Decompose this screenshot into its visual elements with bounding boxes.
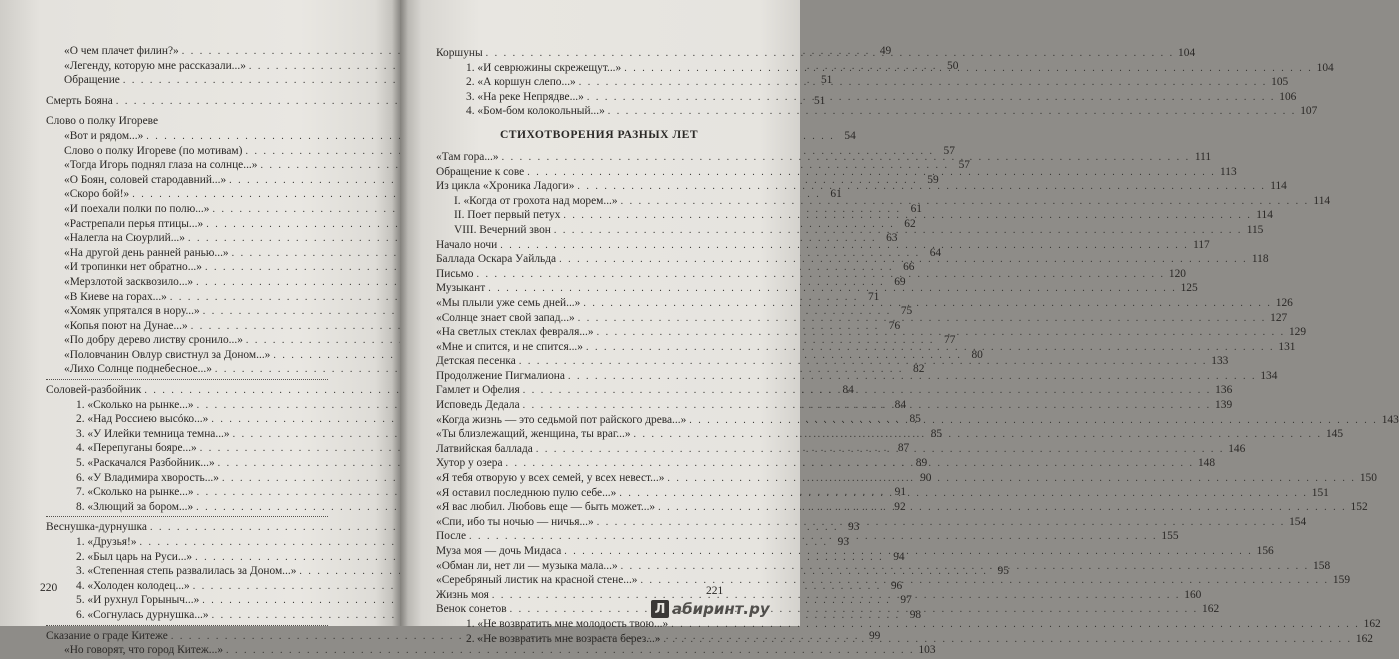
toc-entry-title: «Там гора...» xyxy=(436,150,499,163)
toc-entry-page: 156 xyxy=(1256,545,1274,557)
toc-entry-page: 162 xyxy=(1363,617,1381,630)
toc-entry-title: 5. «И рухнул Горыныч...» xyxy=(76,594,200,607)
toc-entry-page: 54 xyxy=(844,129,856,142)
toc-entry-title: 4. «Перепуганы бояре...» xyxy=(76,442,197,455)
toc-entry-title: Из цикла «Хроника Ладоги» xyxy=(436,180,575,193)
toc-entry-title: «Скоро бой!» xyxy=(64,188,130,201)
toc-dot-leader xyxy=(519,355,1208,370)
toc-entry-title: 1. «Не возвратить мне молодость твою...» xyxy=(466,617,669,630)
toc-entry-title: «Я тебя отворую у всех семей, у всех невест...» xyxy=(436,472,665,485)
toc-entry-page: 155 xyxy=(1161,530,1179,543)
toc-entry-title: Начало ночи xyxy=(436,238,498,251)
toc-entry-title: 6. «У Владимира хворость...» xyxy=(76,471,219,484)
toc-entry-page: 59 xyxy=(927,173,939,186)
toc-entry-title: «Тогда Игорь поднял глаза на солнце...» xyxy=(64,159,258,172)
toc-entry-page: 106 xyxy=(1279,90,1297,103)
toc-entry-page: 114 xyxy=(1270,180,1287,193)
toc-entry-title: Музыкант xyxy=(436,282,486,295)
toc-dot-leader xyxy=(597,326,1286,341)
toc-entry-page: 57 xyxy=(958,159,970,172)
toc-dot-leader xyxy=(664,633,1353,648)
toc-entry-title: «Спи, ибо ты ночью — ничья...» xyxy=(436,515,594,528)
toc-entry-page: 159 xyxy=(1332,574,1351,587)
toc-entry-title: «В Киеве на горах...» xyxy=(64,290,167,303)
toc-entry-page: 97 xyxy=(900,594,912,607)
toc-entry-title: Письмо xyxy=(436,267,474,280)
toc-entry-page: 105 xyxy=(1271,76,1289,89)
toc-dot-leader xyxy=(563,209,1252,224)
toc-entry-title: 1. «Друзья!» xyxy=(76,536,137,548)
toc-entry-page: 139 xyxy=(1215,399,1233,412)
toc-dot-leader xyxy=(586,341,1275,356)
toc-entry-page: 126 xyxy=(1275,296,1293,309)
toc-entry-title: Жизнь моя xyxy=(436,588,489,601)
toc-entry-page: 84 xyxy=(842,384,854,397)
toc-entry-page: 162 xyxy=(1355,632,1373,645)
toc-dot-leader xyxy=(523,399,1212,414)
section-divider xyxy=(46,516,328,517)
toc-entry-page: 80 xyxy=(971,348,983,361)
toc-entry-title: «Солнце знает свой запад...» xyxy=(436,311,575,324)
toc-dot-leader xyxy=(506,457,1195,472)
toc-entry-title: Слово о полку Игореве (по мотивам) xyxy=(64,144,243,157)
toc-entry-title: 1. «И севрюжины скрежещут...» xyxy=(466,61,622,74)
toc-entry-title: Исповедь Дедала xyxy=(436,399,520,412)
toc-entry-page: 57 xyxy=(943,144,955,157)
toc-entry-page: 120 xyxy=(1168,267,1186,280)
toc-dot-leader xyxy=(492,589,1181,604)
toc-dot-leader xyxy=(523,384,1212,399)
toc-entry-page: 125 xyxy=(1180,282,1198,295)
toc-entry-title: «Обман ли, нет ли — музыка мала...» xyxy=(436,559,618,572)
toc-entry-title: «Ты близлежащий, женщина, ты враг...» xyxy=(436,428,631,441)
toc-entry-title: «О чем плачет филин?» xyxy=(64,45,179,57)
toc-entry-title: «Копья поют на Дунае...» xyxy=(64,319,188,332)
toc-entry-page: 129 xyxy=(1288,326,1307,339)
toc-entry-title: «Когда жизнь — это седьмой пот райского древа...» xyxy=(436,413,687,426)
toc-entry-title: «И тропинки нет обратно...» xyxy=(64,261,202,274)
toc-entry-page: 87 xyxy=(897,442,910,455)
toc-entry-title: Детская песенка xyxy=(436,355,516,368)
toc-entry-page: 61 xyxy=(910,202,922,215)
toc-entry-page: 89 xyxy=(915,457,928,470)
toc-entry-title: «Я оставил последнюю пулю себе...» xyxy=(436,486,617,499)
toc-entry-page: 145 xyxy=(1325,428,1344,441)
toc-dot-leader xyxy=(671,618,1360,633)
toc-dot-leader xyxy=(579,76,1268,91)
toc-entry-title: «Вот и рядом...» xyxy=(64,129,144,142)
toc-entry-page: 158 xyxy=(1313,559,1331,572)
toc-dot-leader xyxy=(641,574,1330,589)
toc-entry-page: 127 xyxy=(1270,311,1288,324)
toc-entry-page: 152 xyxy=(1350,501,1368,514)
toc-entry-page: 162 xyxy=(1202,603,1220,616)
toc-dot-leader xyxy=(577,180,1266,195)
toc-dot-leader xyxy=(608,105,1297,120)
toc-entry-page: 77 xyxy=(944,334,956,347)
toc-entry-page: 143 xyxy=(1381,413,1399,426)
toc-dot-leader xyxy=(624,62,1313,77)
toc-entry-title: Обращение к сове xyxy=(436,165,525,178)
toc-dot-leader xyxy=(587,91,1276,106)
toc-entry-title: «Налегла на Сюурлий...» xyxy=(64,232,185,245)
toc-entry-title: «На светлых стеклах февраля...» xyxy=(436,326,594,339)
toc-entry-title: 5. «Раскачался Разбойник...» xyxy=(76,457,215,470)
toc-entry-title: «Хомяк упрятался в нору...» xyxy=(64,305,200,318)
toc-entry-title: Слово о полку Игореве xyxy=(46,115,159,128)
toc-entry-title: Веснушка-дурнушка xyxy=(46,521,147,534)
toc-dot-leader xyxy=(667,472,1356,487)
toc-entry-title: «Я вас любил. Любовь еще — быть может...» xyxy=(436,501,656,514)
toc-entry-title: «Легенду, которую мне рассказали...» xyxy=(64,59,246,72)
watermark-logo xyxy=(651,598,791,620)
toc-entry-page: 76 xyxy=(888,319,901,332)
toc-entry-title: Муза моя — дочь Мидаса xyxy=(436,545,562,557)
toc-entry-title: «Лихо Солнце поднебесное...» xyxy=(64,363,212,376)
toc-entry-page: 82 xyxy=(913,363,925,376)
toc-entry-title: После xyxy=(436,530,467,543)
toc-dot-leader xyxy=(554,224,1243,239)
toc-entry-title: «Серебряный листик на красной стене...» xyxy=(436,574,638,587)
section-heading: СТИХОТВОРЕНИЯ РАЗНЫХ ЛЕТ xyxy=(499,127,699,141)
toc-entry-page: 146 xyxy=(1228,442,1246,455)
toc-dot-leader xyxy=(510,603,1199,618)
toc-entry-page: 99 xyxy=(868,629,881,642)
toc-entry-page: 93 xyxy=(848,521,860,534)
toc-entry-page: 150 xyxy=(1359,472,1377,485)
toc-dot-leader xyxy=(583,297,1272,312)
section-divider xyxy=(46,625,328,626)
toc-entry-page: 75 xyxy=(900,305,913,318)
toc-dot-leader xyxy=(578,312,1267,327)
toc-entry-page: 92 xyxy=(894,500,906,513)
toc-entry-page: 111 xyxy=(1194,150,1212,163)
toc-entry-page: 136 xyxy=(1215,384,1233,397)
book-gutter xyxy=(392,0,408,626)
toc-entry-page: 114 xyxy=(1256,209,1273,222)
toc-dot-leader xyxy=(597,516,1286,531)
toc-entry-title: «И поехали полки по полю...» xyxy=(64,202,210,215)
toc-entry-page: 62 xyxy=(904,217,916,230)
toc-dot-leader xyxy=(527,166,1216,181)
toc-dot-leader xyxy=(500,239,1189,254)
toc-entry-title: 2. «Не возвратить мне возраста берез...» xyxy=(466,632,661,645)
toc-dot-leader xyxy=(621,560,1310,575)
toc-entry-page: 91 xyxy=(894,486,907,499)
toc-entry-title: VIII. Вечерний звон xyxy=(454,223,551,236)
toc-dot-leader xyxy=(621,195,1310,210)
toc-entry-page: 50 xyxy=(947,59,959,72)
toc-entry-title: «На другой день ранней ранью...» xyxy=(64,246,229,259)
toc-dot-leader xyxy=(568,370,1257,385)
toc-entry-page: 151 xyxy=(1311,486,1329,499)
toc-entry-page: 104 xyxy=(1316,61,1334,74)
toc-entry xyxy=(46,643,936,658)
toc-entry-title: Сказание о граде Китеже xyxy=(46,629,168,642)
toc-entry-page: 103 xyxy=(918,644,936,657)
toc-entry-title: 2. «А коршун слепо...» xyxy=(466,76,576,89)
toc-dot-leader xyxy=(476,268,1165,283)
toc-entry-page: 96 xyxy=(890,579,903,592)
toc-entry-title: Венок сонетов xyxy=(436,603,507,616)
toc-entry-title: «Мы плыли уже семь дней...» xyxy=(436,296,581,309)
toc-entry-page: 94 xyxy=(893,550,905,563)
toc-entry-page: 95 xyxy=(997,565,1009,578)
toc-entry-title: Продолжение Пигмалиона xyxy=(436,369,565,382)
toc-entry-page: 49 xyxy=(879,45,892,57)
toc-entry-title: Коршуны xyxy=(436,47,483,59)
toc-entry-title: I. «Когда от грохота над морем...» xyxy=(454,194,618,207)
toc-entry-page: 148 xyxy=(1197,457,1216,470)
toc-entry-title: Соловей-разбойник xyxy=(46,384,142,397)
toc-entry-page: 63 xyxy=(886,232,898,245)
toc-entry-title: Смерть Бояна xyxy=(46,94,113,107)
toc-entry-page: 61 xyxy=(830,188,842,201)
toc-entry-title: Хутор у озера xyxy=(436,457,503,470)
toc-entry-page: 84 xyxy=(894,398,907,411)
toc-entry-title: 4. «Холоден колодец...» xyxy=(76,579,190,592)
toc-entry-title: 8. «Злющий за бором...» xyxy=(76,500,194,513)
toc-entry-title: «Половчанин Овлур свистнул за Доном...» xyxy=(64,348,271,361)
toc-entry-page: 98 xyxy=(909,608,922,621)
toc-entry-title: «Но говорят, что город Китеж...» xyxy=(64,644,224,657)
toc-dot-leader xyxy=(486,47,1175,62)
toc-entry-page: 131 xyxy=(1278,340,1296,353)
labirint-logo-icon: Л xyxy=(651,600,669,618)
toc-entry-page: 115 xyxy=(1246,223,1264,236)
toc-entry-title: Баллада Оскара Уайльда xyxy=(436,253,557,266)
toc-entry-page: 85 xyxy=(909,413,921,426)
toc-entry-title: 7. «Сколько на рынке...» xyxy=(76,486,194,499)
toc-entry-page: 160 xyxy=(1184,588,1202,601)
toc-entry-page: 51 xyxy=(813,94,826,107)
toc-entry-title: 6. «Согнулась дурнушка...» xyxy=(76,608,209,621)
toc-entry-title: Латвийская баллада xyxy=(436,442,533,455)
toc-entry-page: 107 xyxy=(1300,105,1318,118)
toc-entry-page: 85 xyxy=(930,427,943,440)
toc-dot-leader xyxy=(559,253,1248,268)
left-page-number: 220 xyxy=(40,582,58,594)
toc-dot-leader xyxy=(536,443,1225,458)
toc-entry-page: 69 xyxy=(894,275,906,288)
toc-entry-title: 1. «Сколько на рынке...» xyxy=(76,398,194,411)
section-divider xyxy=(46,379,328,380)
toc-entry-page: 118 xyxy=(1251,253,1269,266)
toc-entry-page: 93 xyxy=(837,536,850,548)
watermark-text: абиринт.ру xyxy=(672,600,770,618)
toc-entry-title: «Растрепали перья птицы...» xyxy=(64,217,204,230)
toc-entry-title: Гамлет и Офелия xyxy=(436,384,520,397)
toc-entry-page: 51 xyxy=(820,74,833,87)
toc-entry-title: II. Поет первый петух xyxy=(454,209,561,222)
toc-entry-page: 104 xyxy=(1178,47,1196,59)
toc-entry-title: 2. «Над Россиею высóко...» xyxy=(76,413,209,426)
toc-dot-leader xyxy=(564,545,1253,560)
toc-entry-title: 3. «У Илейки темница темна...» xyxy=(76,427,230,440)
toc-entry-title: «Мерзлотой засквозило...» xyxy=(64,275,194,288)
toc-entry-page: 133 xyxy=(1211,355,1229,368)
toc-entry-page: 90 xyxy=(920,471,932,484)
toc-entry-title: «Мне и спится, и не спится...» xyxy=(436,340,583,353)
toc-entry-title: «О Боян, соловей стародавний...» xyxy=(64,173,227,186)
toc-entry-title: Обращение xyxy=(64,74,120,87)
toc-dot-leader xyxy=(634,428,1323,443)
toc-entry-page: 154 xyxy=(1289,515,1307,528)
toc-entry-title: 2. «Был царь на Руси...» xyxy=(76,550,193,563)
toc-entry-page: 64 xyxy=(929,246,942,259)
toc-dot-leader xyxy=(488,282,1177,297)
toc-entry-title: 4. «Бом-бом колокольный...» xyxy=(466,105,605,118)
toc-dot-leader xyxy=(619,487,1308,502)
right-page-number: 221 xyxy=(706,585,724,597)
toc-dot-leader xyxy=(689,414,1378,429)
toc-entry-page: 134 xyxy=(1260,369,1278,382)
toc-entry-title: 3. «Степенная степь развалилась за Доном...» xyxy=(76,565,297,578)
toc-entry xyxy=(46,114,359,129)
toc-entry xyxy=(436,104,1318,119)
toc-entry-page: 117 xyxy=(1193,238,1210,251)
toc-entry-page: 71 xyxy=(867,290,880,303)
toc-entry-title: «По добру дерево листву сронило...» xyxy=(64,334,243,347)
toc-dot-leader xyxy=(658,501,1347,516)
toc-entry-page: 114 xyxy=(1313,194,1331,207)
toc-entry-page: 66 xyxy=(903,261,915,274)
toc-dot-leader xyxy=(502,151,1191,166)
toc-entry-title: 3. «На реке Непрядве...» xyxy=(466,90,584,103)
toc-dot-leader xyxy=(469,530,1158,545)
toc-entry-page: 113 xyxy=(1220,165,1237,178)
